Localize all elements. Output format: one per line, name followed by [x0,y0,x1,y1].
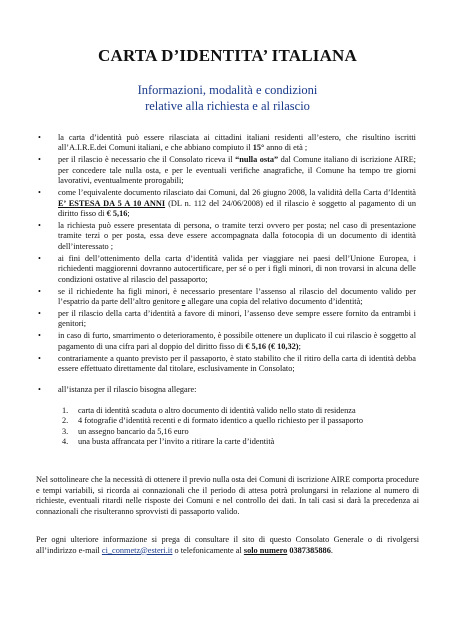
list-item: • la carta d’identità può essere rilasciata ai cittadini italiani residenti all’estero, che risultino iscritti all’A.I.R.E.dei Comuni italiani, e che abbiano compiuto il 15° anno di età ; [58,133,416,154]
list-item: • in caso di furto, smarrimento o deterioramento, è possibile ottenere un duplicato il cui rilascio è soggetto al pagamento di una cifra pari al doppio del diritto fisso di € 5,16 (€ 10,32); [58,331,416,352]
list-item: • come l’equivalente documento rilasciato dai Comuni, dal 26 giugno 2008, la validità della Carta d’Identità E’ ESTESA DA 5 A 10 ANNI (DL n. 112 del 24/06/2008) ed il rilascio è soggetto al pagamento di un diritto fisso di € 5,16; [58,188,416,219]
list-item: • la richiesta può essere presentata di persona, o tramite terzi ovvero per posta; nel caso di presentazione tramite terzi o per posta, essa deve essere accompagnata dalla fotocopia di un documento di identità dell’interessato ; [58,221,416,252]
list-item: • contrariamente a quanto previsto per il passaporto, è stato stabilito che il ritiro della carta di identità debba essere effettuato direttamente dal titolare, esclusivamente in Consolato; [58,354,416,375]
requirements-list [58,133,416,397]
attachment-item: 3. un assegno bancario da 5,16 euro [62,426,189,436]
email-link[interactable]: ci_conmetz@esteri.it [101,545,173,555]
list-item: • ai fini dell’ottenimento della carta d’identità valida per viaggiare nei paesi dell’Unione Europea, i richiedenti maggiorenni dovranno autocertificare, per sé o per i figli minori, di non trovarsi in alcuna delle condizioni ostative al rilascio del passaporto; [58,254,416,285]
subtitle-line-2: relative alla richiesta e al rilascio [145,99,310,113]
attachment-item: 2. 4 fotografie d’identità recenti e di formato identico a quello richiesto per il passaporto [62,416,363,426]
document-title: CARTA D’IDENTITA’ ITALIANA [98,46,357,65]
contact-paragraph: Per ogni ulteriore informazione si prega di consultare il sito di questo Consolato Generale o di rivolgersi all’indirizzo e-mail ci_conmetz@esteri.it o telefonicamente al solo numero 0387385886. [36,535,419,555]
attachments-list [62,406,418,448]
list-item: • all’istanza per il rilascio bisogna allegare: [58,385,416,395]
list-item: • per il rilascio della carta d’identità a favore di minori, l’assenso deve sempre essere fornito da entrambi i genitori; [58,309,416,330]
list-item: • per il rilascio è necessario che il Consolato riceva il “nulla osta” dal Comune italiano di iscrizione AIRE; per concedere tale nulla osta, e per le eventuali verifiche anagrafiche, il Comune ha tempo tre giorni lavorativi, eventualmente prorogabili; [58,155,416,186]
document-subtitle [0,82,455,114]
attachment-item: 4. una busta affrancata per l’invito a ritirare la carte d’identità [62,437,275,447]
phone-label: solo numero [243,545,288,555]
attachment-item: 1. carta di identità scaduta o altro documento di identità valido nello stato di residenza [62,406,356,415]
phone-number: 0387385886 [287,545,331,555]
list-item: • se il richiedente ha figli minori, è necessario presentare l’assenso al rilascio del documento valido per l’espatrio da parte dell’altro genitore e allegare una copia del relativo documento d’identità; [58,287,416,308]
subtitle-line-1: Informazioni, modalità e condizioni [137,83,318,97]
waiting-time-paragraph: Nel sottolineare che la necessità di ottenere il previo nulla osta dei Comuni di iscrizione AIRE comporta procedure e tempi variabili, si ricorda ai connazionali che il periodo di attesa potrà prolungarsi in relazione al numero di richieste, eventuali ritardi nelle risposte dei Comuni e nel controllo dei dati. In tali casi si darà la precedenza ai connazionali che risulteranno sprovvisti di passaporto valido. [36,475,419,516]
